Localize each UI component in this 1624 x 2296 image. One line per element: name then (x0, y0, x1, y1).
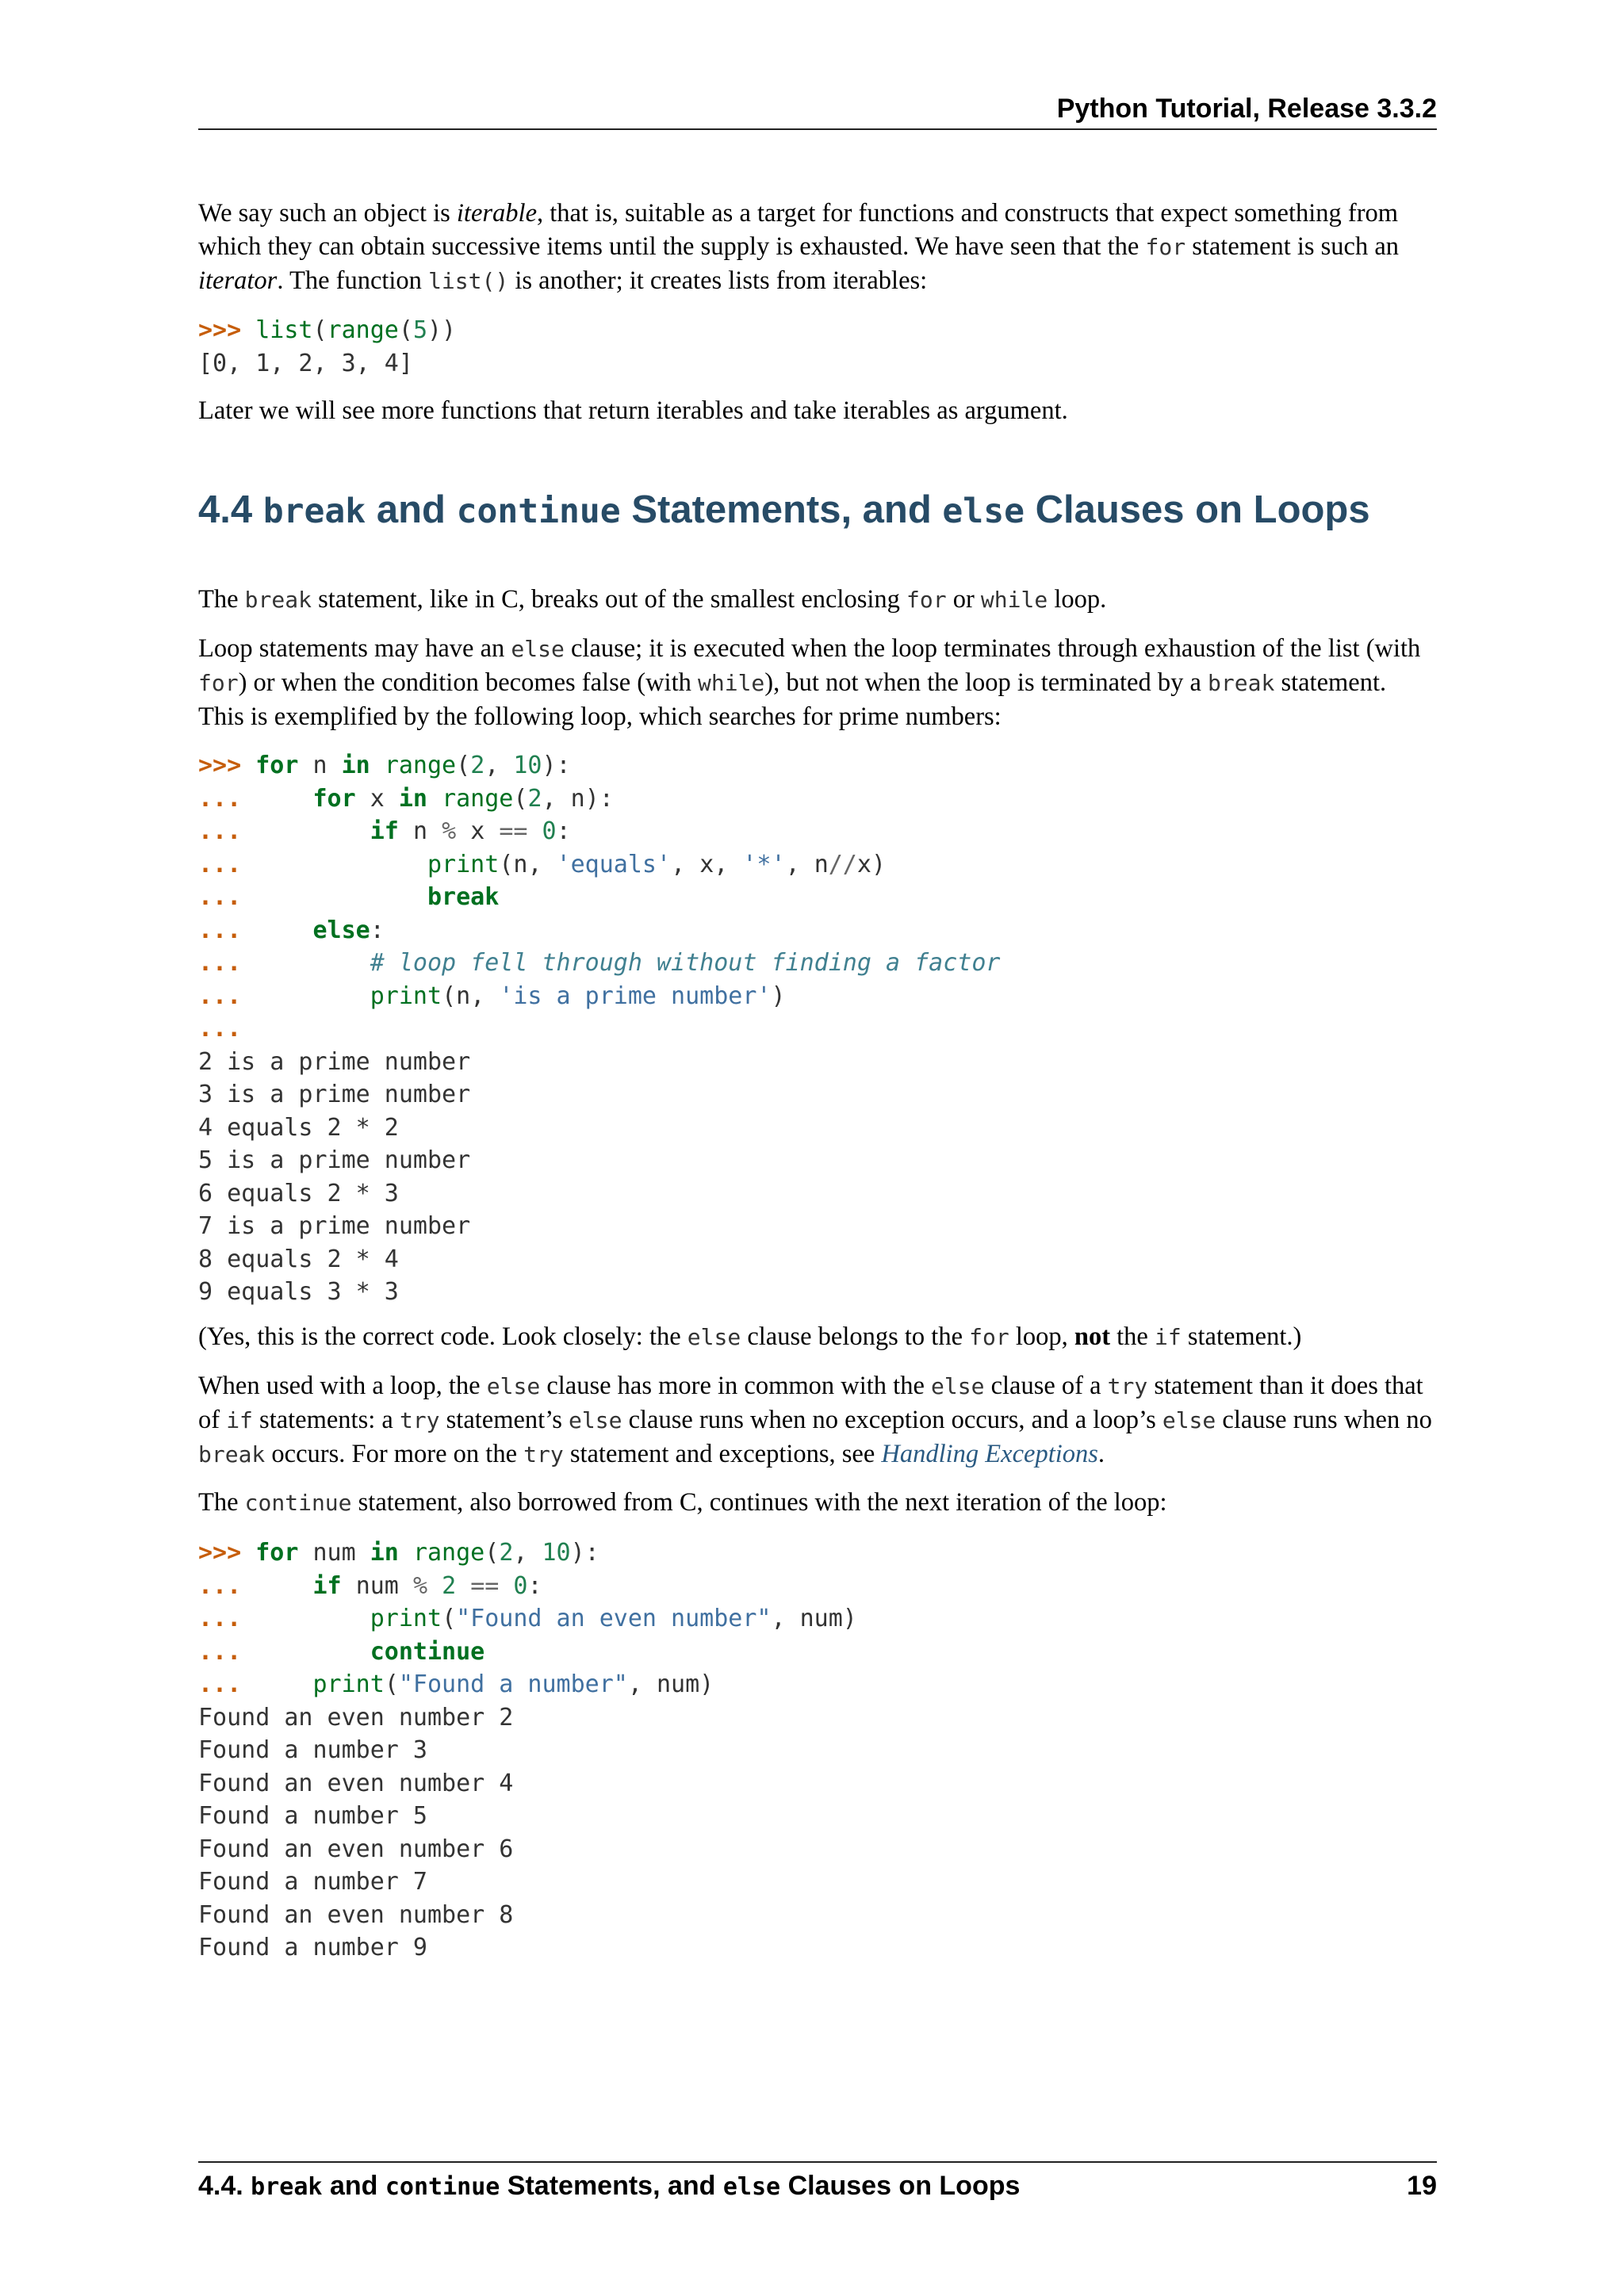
handling-exceptions-link[interactable]: Handling Exceptions (881, 1440, 1098, 1468)
running-header: Python Tutorial, Release 3.3.2 (1056, 94, 1437, 124)
paragraph-continue: The continue statement, also borrowed from C, continues with the next iteration of the loop: (198, 1488, 1167, 1517)
paragraph-correct-code: (Yes, this is the correct code. Look closely: the else clause belongs to the for loop, not the if statement.) (198, 1322, 1302, 1351)
header-rule (198, 128, 1437, 130)
footer-section-title: 4.4. break and continue Statements, and else Clauses on Loops (198, 2171, 1021, 2201)
paragraph-later: Later we will see more functions that return iterables and take iterables as argument. (198, 396, 1068, 425)
code-example-continue: >>> for num in range(2, 10): ... if num % 2 == 0: ... print("Found an even number", num) ... continue ... print("Found a number", num) Found an even number 2 Found a number 3 Found an even number 4 Found a number 5 Found an even number 6 Found a number 7 Found an even number 8 Found a number 9 (198, 1539, 857, 1961)
code-example-list-range: >>> list(range(5)) [0, 1, 2, 3, 4] (198, 316, 457, 377)
paragraph-iterable: We say such an object is iterable, that is, suitable as a target for functions and constructs that expect something from which they can obtain successive items until the supply is exhausted. We have seen that the for statement is such an iterator. The function list() is another; it creates lists from iterables: (198, 199, 1400, 295)
paragraph-break: The break statement, like in C, breaks out of the smallest enclosing for or while loop. (198, 585, 1107, 614)
paragraph-loop-else: Loop statements may have an else clause; it is executed when the loop terminates through exhaustion of the list (with for) or when the condition becomes false (with while), but not when the loop is terminated by a break statement. This is exemplified by the following loop, which searches for prime numbers: (198, 634, 1421, 731)
code-example-prime-search: >>> for n in range(2, 10): ... for x in range(2, n): ... if n % x == 0: ... print(n, 'equals', x, '*', n//x) ... break ... else: ... # loop fell through without finding a factor ... print(n, 'is a prime number') ... 2 is a prime number 3 is a prime number 4 equals 2 * 2 5 is a prime number 6 equals 2 * 3 7 is a prime number 8 equals 2 * 4 9 equals 3 * 3 (198, 752, 1001, 1306)
footer-rule (198, 2161, 1437, 2163)
document-page (198, 0, 1437, 2296)
paragraph-else-try: When used with a loop, the else clause has more in common with the else clause of a try statement than it does that of if statements: a try statement’s else clause runs when no exception occurs, and a loop’s else clause runs when no break occurs. For more on the try statement and exceptions, see Handling Exceptions. (198, 1372, 1432, 1468)
section-heading: 4.4 break and continue Statements, and else Clauses on Loops (198, 488, 1370, 531)
page-number: 19 (1407, 2171, 1437, 2201)
